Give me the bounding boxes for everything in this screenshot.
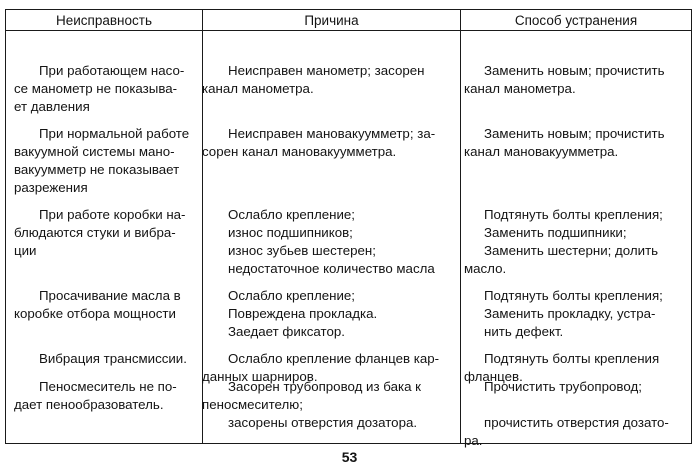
row-cause: Неисправен манометр; засорен канал манометра. [202, 63, 425, 96]
row-remedy: Подтянуть болты крепления; Заменить прокладку, устра- нить дефект. [484, 288, 663, 339]
row-cause: Ослабло крепление фланцев кар- данных шарниров. [202, 351, 440, 384]
row-fault: При работающем насо- се манометр не показыва- ет давления [14, 63, 185, 114]
row-cause: Неисправен мановакуумметр; за- сорен канал мановакуумметра. [202, 126, 436, 159]
row-fault: Пеносмеситель не по- дает пенообразователь. [14, 379, 177, 412]
row-fault: При работе коробки на- блюдаются стуки и вибра- ции [14, 207, 186, 258]
header-cause: Причина [304, 13, 359, 28]
row-remedy: Заменить новым; прочистить канал манометра. [464, 63, 665, 96]
column-divider [460, 10, 461, 443]
page-number: 53 [341, 449, 358, 465]
header-remedy: Способ устранения [514, 13, 638, 28]
row-cause: Ослабло крепление; Повреждена прокладка. Заедает фиксатор. [228, 288, 378, 339]
header-fault: Неисправность [56, 13, 152, 28]
row-cause: Засорен трубопровод из бака к пеносмесителю; засорены отверстия дозатора. [202, 379, 421, 430]
row-remedy: Прочистить трубопровод; прочистить отверстия дозато- ра. [464, 379, 669, 448]
malfunction-table [5, 9, 692, 448]
row-cause: Ослабло крепление; износ подшипников; износ зубьев шестерен; недостаточное количество масла [228, 207, 435, 276]
row-fault: Вибрация трансмиссии. [39, 351, 187, 366]
row-fault: Просачивание масла в коробке отбора мощности [14, 288, 181, 321]
header-divider [6, 30, 691, 31]
row-remedy: Заменить новым; прочистить канал мановакуумметра. [464, 126, 665, 159]
row-remedy: Подтянуть болты крепления фланцев. [464, 351, 660, 384]
row-fault: При нормальной работе вакуумной системы мано- вакуумметр не показывает разрежения [14, 126, 190, 195]
row-remedy: Подтянуть болты крепления; Заменить подшипники; Заменить шестерни; долить масло. [464, 207, 663, 276]
